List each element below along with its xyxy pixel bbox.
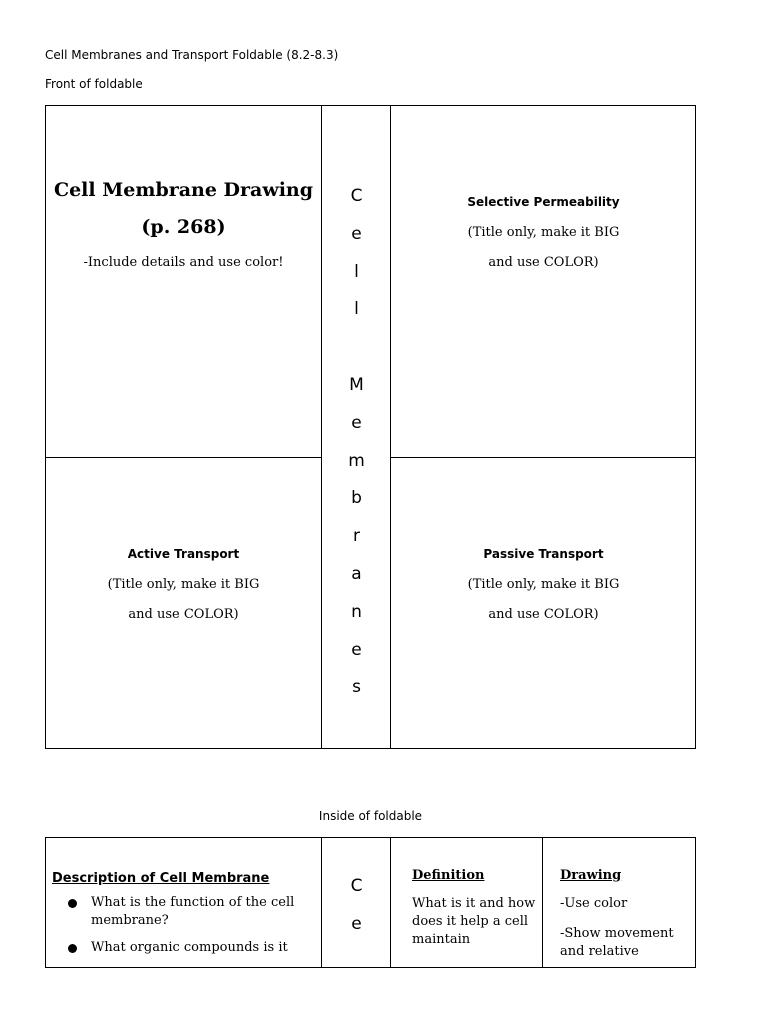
selective-note-line2: and use COLOR) <box>488 255 599 270</box>
question-text: What is the function of the cell membrane? <box>91 895 295 928</box>
spine-letter: e <box>351 639 362 660</box>
definition-cell <box>412 868 538 949</box>
selective-title: Selective Permeability <box>467 195 620 209</box>
spine-letter: n <box>351 601 362 622</box>
description-questions <box>52 894 314 957</box>
active-transport-cell <box>46 545 321 630</box>
divider-right-horizontal <box>391 457 696 458</box>
selective-permeability-cell <box>391 193 696 278</box>
divider-left-horizontal <box>46 457 321 458</box>
active-note-line1: (Title only, make it BIG <box>107 577 260 592</box>
question-item <box>52 894 314 930</box>
bullet-icon <box>68 899 77 908</box>
drawing-title-line1: Cell Membrane Drawing <box>53 179 314 201</box>
spine-letter: e <box>351 412 362 433</box>
spine-letter: l <box>354 261 359 282</box>
inside-spine-letter: C <box>350 876 363 896</box>
inside-spine <box>322 838 390 968</box>
question-text: What organic compounds is it <box>91 940 288 955</box>
inside-label: Inside of foldable <box>318 809 423 823</box>
passive-note-line1: (Title only, make it BIG <box>467 577 620 592</box>
drawing-cell <box>46 172 321 280</box>
spine-letter: s <box>352 677 361 698</box>
spine-letter: e <box>351 223 362 244</box>
spine-letter: M <box>349 375 364 395</box>
question-item <box>52 939 314 957</box>
passive-note-line2: and use COLOR) <box>488 607 599 622</box>
selective-note-line1: (Title only, make it BIG <box>467 225 620 240</box>
drawing-instructions-cell <box>560 868 690 961</box>
front-foldable-table <box>45 105 696 749</box>
definition-title: Definition <box>412 868 485 883</box>
spine-cell-membranes <box>322 106 390 748</box>
drawing-title-line2: (p. 268) <box>141 216 226 238</box>
spine-letter: b <box>351 488 362 509</box>
spine-letter: r <box>353 526 360 547</box>
inside-divider-3 <box>542 838 543 968</box>
passive-title: Passive Transport <box>483 547 604 561</box>
spine-letter: m <box>348 450 365 471</box>
drawing-note: -Include details and use color! <box>83 255 284 270</box>
definition-text: What is it and how does it help a cell maintain <box>412 896 536 947</box>
spine-letter: a <box>351 564 362 584</box>
front-label: Front of foldable <box>45 77 143 91</box>
document-title: Cell Membranes and Transport Foldable (8.2-8.3) <box>45 48 339 62</box>
active-note-line2: and use COLOR) <box>128 607 239 622</box>
active-title: Active Transport <box>127 547 240 561</box>
inside-spine-letter: e <box>351 914 362 934</box>
drawing-line2: -Show movement and relative <box>560 926 674 959</box>
description-cell <box>52 871 314 966</box>
passive-transport-cell <box>391 545 696 630</box>
inside-foldable-table <box>45 837 696 968</box>
drawing-col-title: Drawing <box>560 868 622 883</box>
drawing-line1: -Use color <box>560 896 628 911</box>
description-title: Description of Cell Membrane <box>52 871 270 886</box>
spine-letter: C <box>350 186 363 206</box>
bullet-icon <box>68 944 77 953</box>
spine-letter: l <box>354 299 359 320</box>
inside-divider-2 <box>390 838 391 968</box>
inside-bottom-cut <box>45 967 696 968</box>
